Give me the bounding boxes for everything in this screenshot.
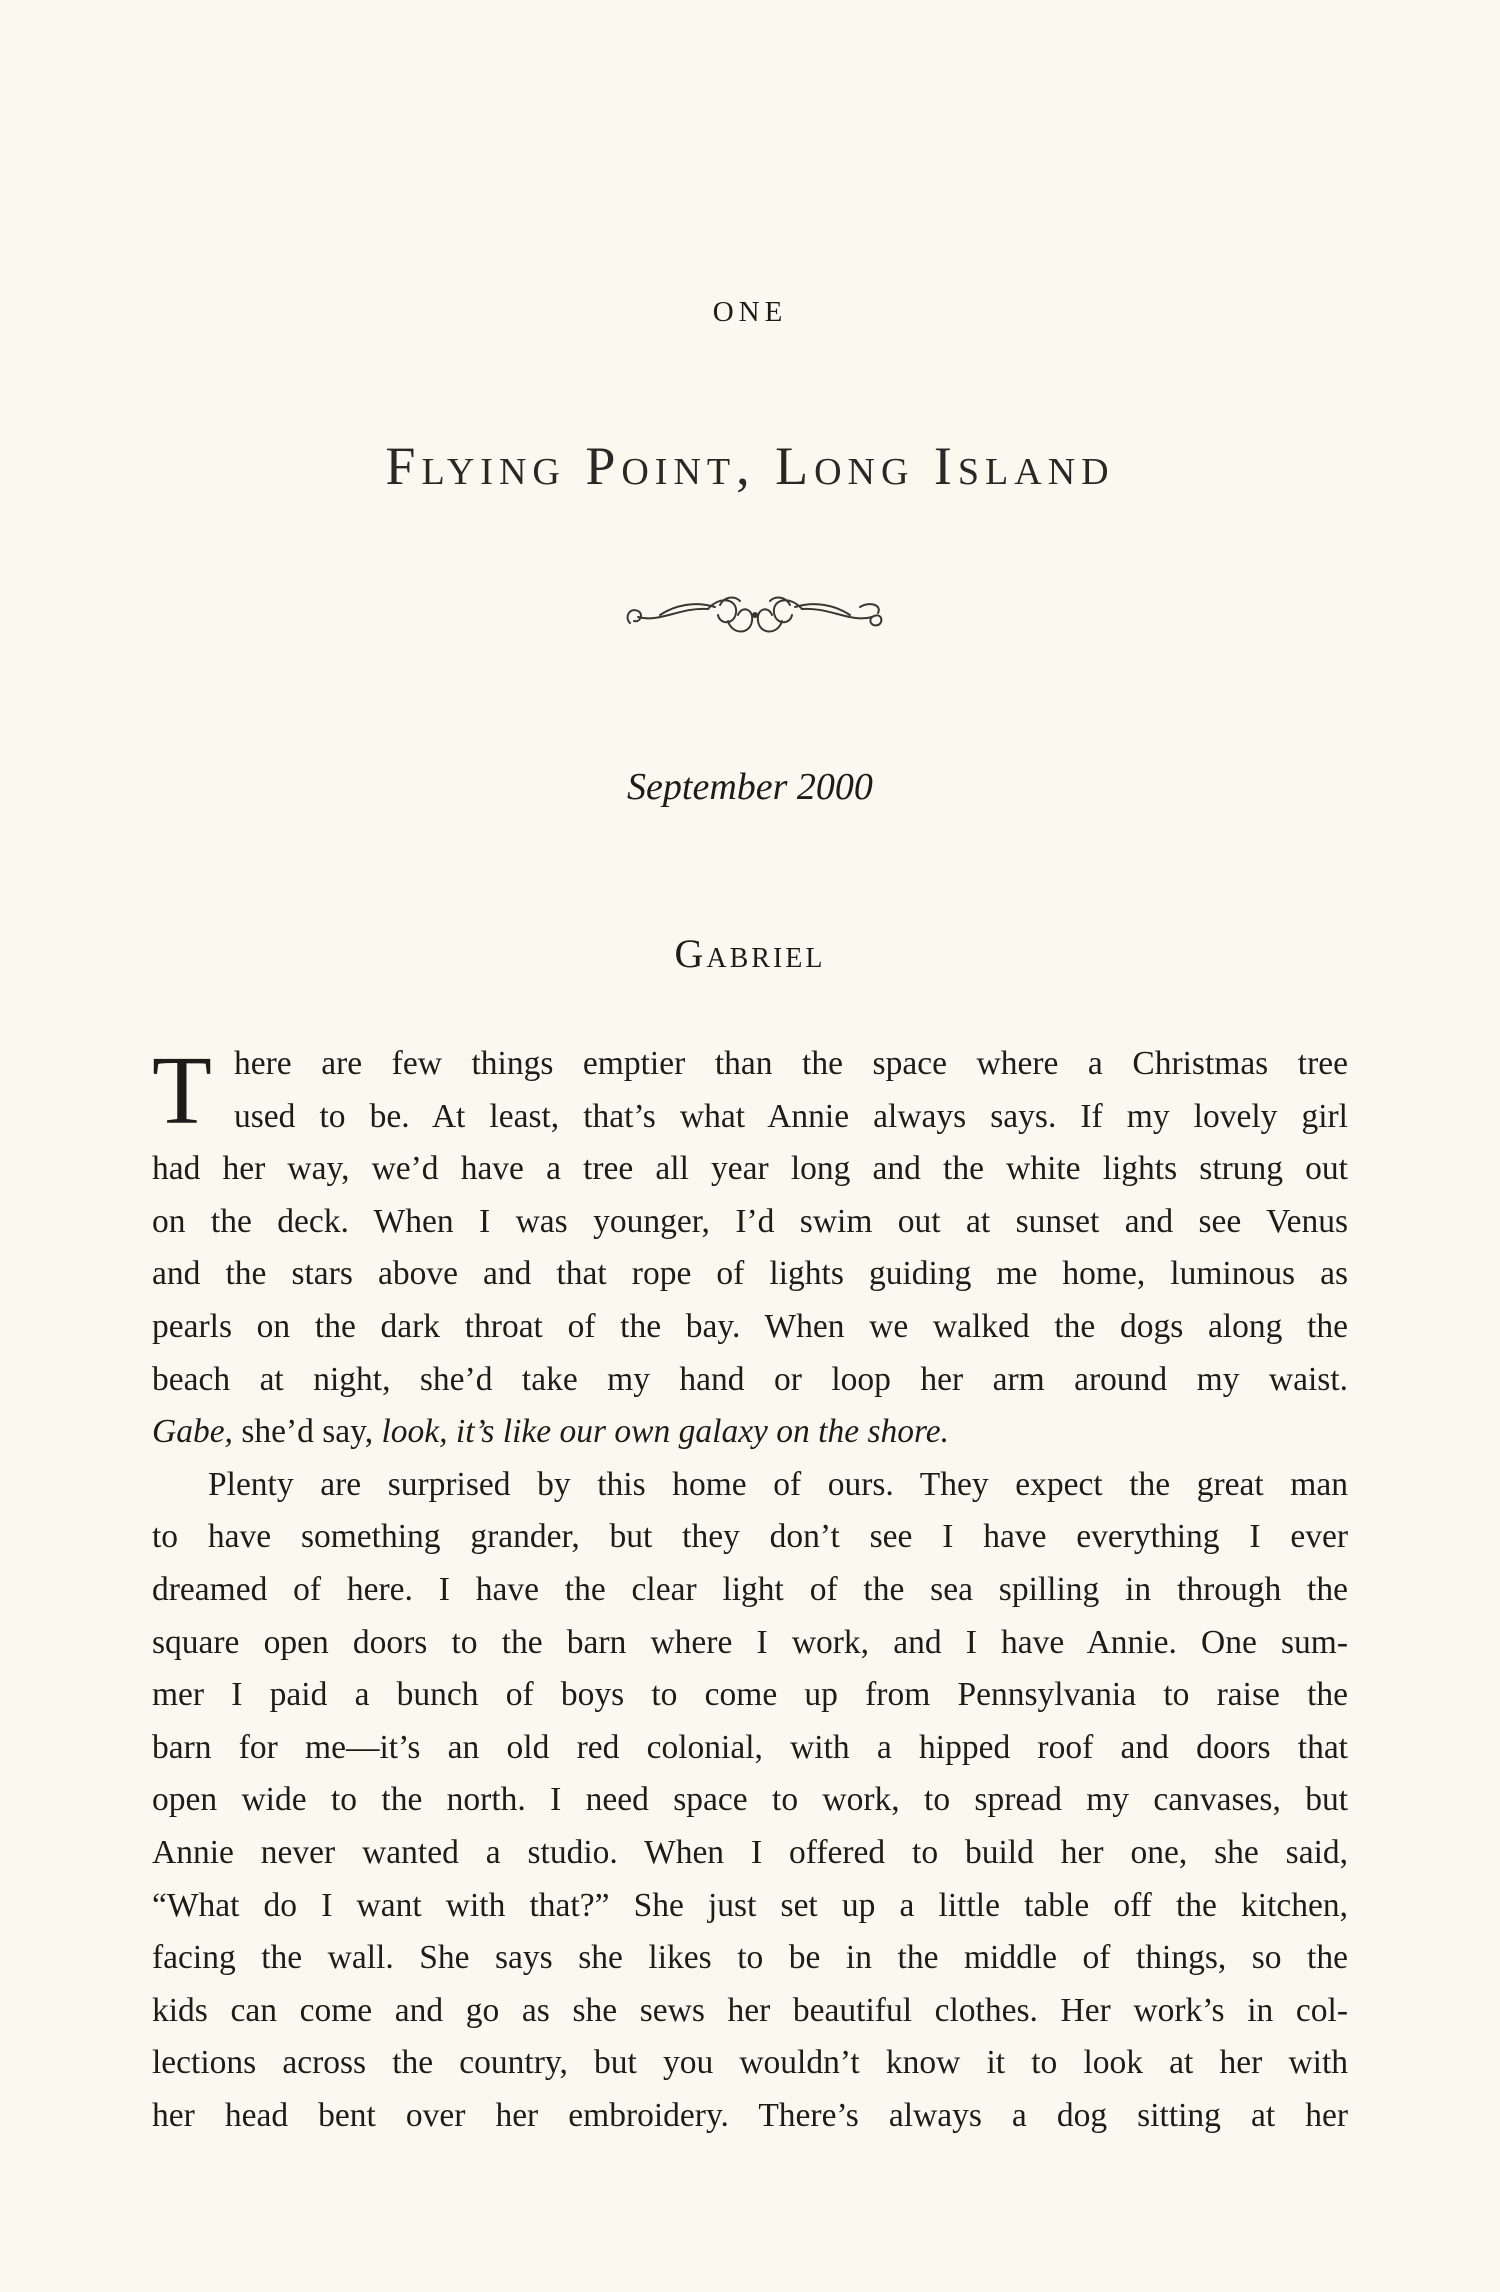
- text-line: used to be. At least, that’s what Annie always says. If my lovely girl: [234, 1097, 1348, 1135]
- text-line: “What do I want with that?” She just set up a little table off the kitchen,: [152, 1886, 1348, 1924]
- text-line: barn for me—it’s an old red colonial, with a hipped roof and doors that: [152, 1728, 1348, 1766]
- chapter-number: ONE: [712, 296, 788, 328]
- flourish-ornament-icon: [620, 585, 890, 645]
- chapter-body: [152, 1038, 1348, 2142]
- text-line: Annie never wanted a studio. When I offered to build her one, she said,: [152, 1833, 1348, 1871]
- text-line: dreamed of here. I have the clear light of the sea spilling in through the: [152, 1570, 1348, 1608]
- text-line: lections across the country, but you wouldn’t know it to look at her with: [152, 2044, 1348, 2082]
- text-line: facing the wall. She says she likes to be in the middle of things, so the: [152, 1939, 1348, 1977]
- text-line: open wide to the north. I need space to work, to spread my canvases, but: [152, 1781, 1348, 1819]
- chapter-title: Flying Point, Long Island: [385, 436, 1115, 496]
- text-line: her head bent over her embroidery. There’s always a dog sitting at her: [152, 2096, 1348, 2134]
- text-line: to have something grander, but they don’t see I have everything I ever: [152, 1518, 1348, 1556]
- text-line: on the deck. When I was younger, I’d swim out at sunset and see Venus: [152, 1202, 1348, 1240]
- text-line: had her way, we’d have a tree all year long and the white lights strung out: [152, 1150, 1348, 1188]
- text-fragment: she’d say,: [232, 1413, 382, 1451]
- text-line: pearls on the dark throat of the bay. When we walked the dogs along the: [152, 1307, 1348, 1345]
- text-line: here are few things emptier than the space where a Christmas tree: [234, 1045, 1348, 1082]
- text-line: mer I paid a bunch of boys to come up from Pennsylvania to raise the: [152, 1676, 1348, 1714]
- text-line: and the stars above and that rope of lights guiding me home, luminous as: [152, 1255, 1348, 1293]
- text-line: square open doors to the barn where I work, and I have Annie. One sum-: [152, 1623, 1348, 1661]
- italic-text: look, it’s like our own galaxy on the shore.: [381, 1413, 950, 1451]
- text-line: beach at night, she’d take my hand or loop her arm around my waist.: [152, 1360, 1348, 1398]
- text-line: Plenty are surprised by this home of ours. They expect the great man: [208, 1465, 1348, 1503]
- text-line: kids can come and go as she sews her beautiful clothes. Her work’s in col-: [152, 1991, 1348, 2029]
- italic-text: Gabe,: [152, 1413, 233, 1451]
- narrator-heading: Gabriel: [674, 931, 826, 976]
- chapter-date: September 2000: [627, 766, 873, 808]
- drop-cap: T: [152, 1037, 212, 1145]
- text-line: [152, 1406, 1348, 1459]
